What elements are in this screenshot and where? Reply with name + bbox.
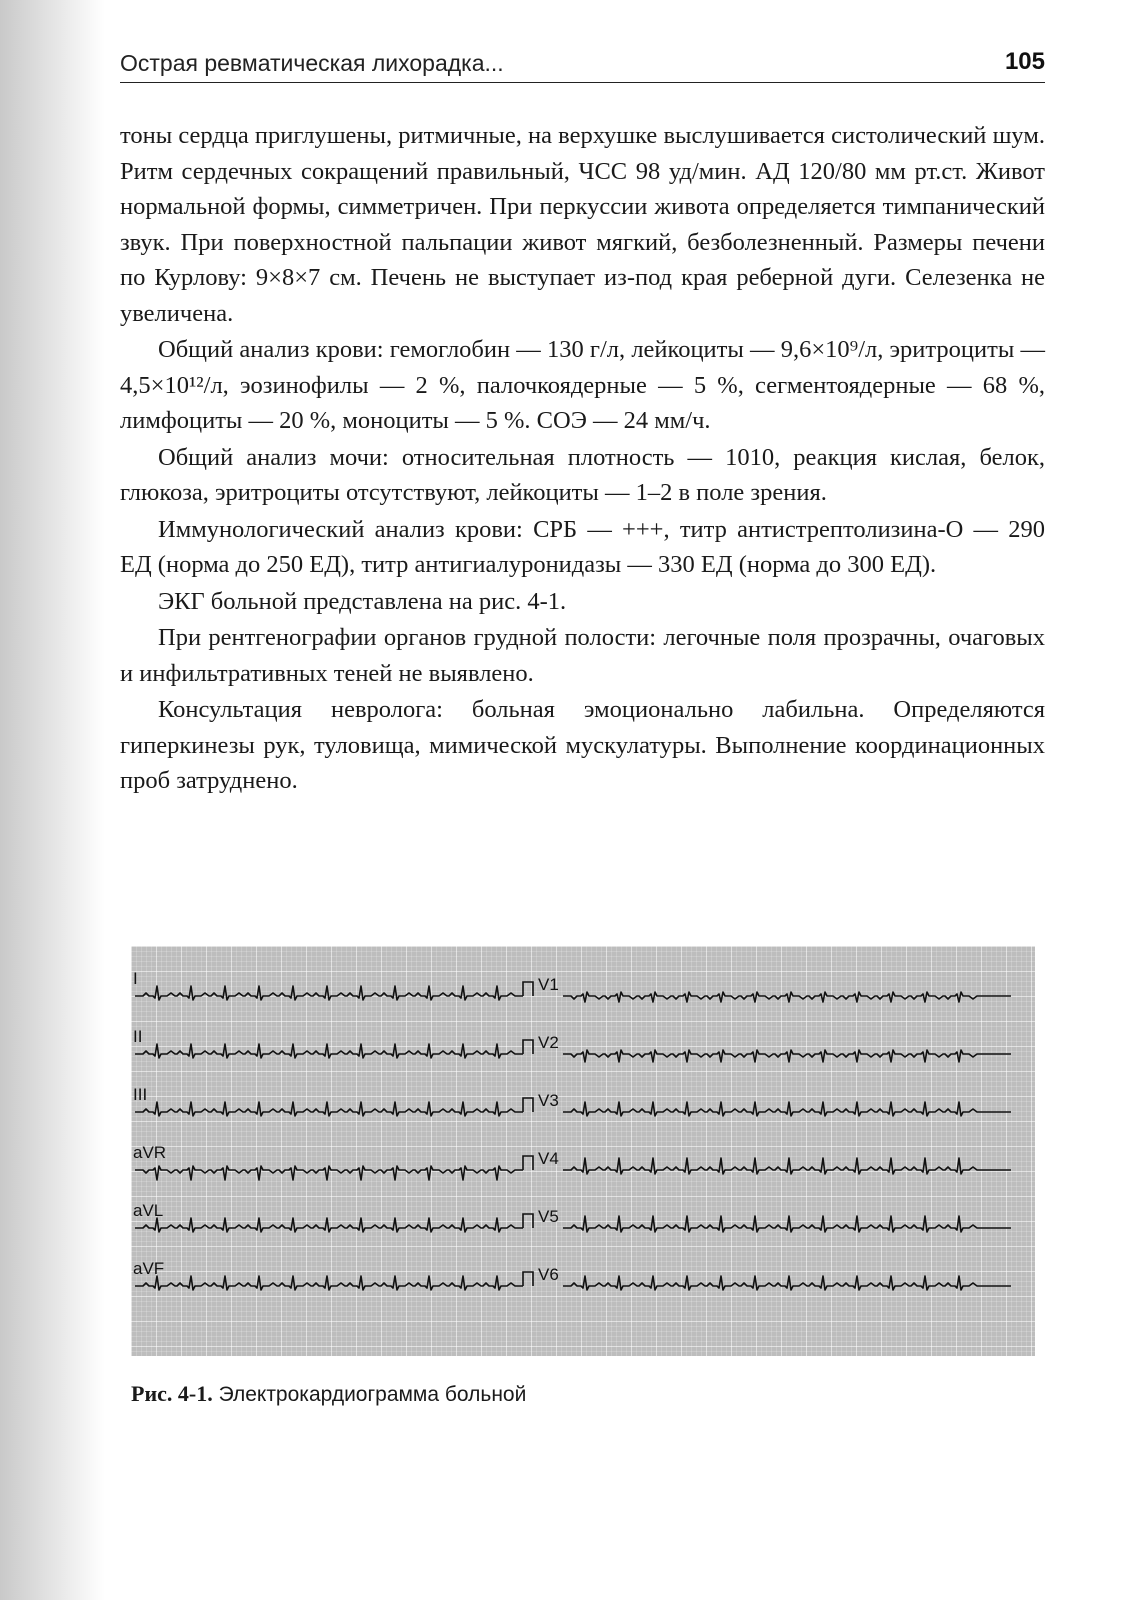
ecg-trace-v3 bbox=[563, 1102, 1011, 1116]
lead-label-v4: V4 bbox=[538, 1149, 559, 1168]
calibration-pulse-i bbox=[523, 982, 533, 996]
ecg-trace-v6 bbox=[563, 1276, 1011, 1290]
calibration-pulse-avf bbox=[523, 1272, 533, 1286]
lead-label-avr: aVR bbox=[133, 1143, 167, 1162]
lead-label-v1: V1 bbox=[538, 975, 559, 994]
running-header bbox=[120, 48, 1045, 83]
lead-label-i: I bbox=[133, 969, 138, 988]
figure-caption bbox=[131, 1381, 526, 1407]
caption-text: Электрокардиограмма больной bbox=[218, 1383, 527, 1406]
paragraph-physical-exam: тоны сердца приглушены, ритмичные, на верхушке выслушивается систолический шум. Ритм сердечных сокращений правильный, ЧСС 98 уд/мин. АД 120/80 мм рт.ст. Живот нормальной формы, симметричен. При перкуссии живота определяется тимпанический звук. При поверхностной пальпации живот мягкий, безболезненный. Размеры печени по Курлову: 9×8×7 см. Печень не выступает из-под края реберной дуги. Селезенка не увеличена. bbox=[120, 122, 1045, 327]
paragraph-xray: При рентгенографии органов грудной полости: легочные поля прозрачны, очаговых и инфильтративных теней не выявлено. bbox=[120, 624, 1045, 687]
running-title: Острая ревматическая лихорадка... bbox=[120, 50, 504, 76]
paragraph-urine-test: Общий анализ мочи: относительная плотность — 1010, реакция кислая, белок, глюкоза, эритроциты отсутствуют, лейкоциты — 1–2 в поле зрения. bbox=[120, 443, 1045, 506]
paragraph-immunology: Иммунологический анализ крови: СРБ — +++, титр антистрептолизина-О — 290 ЕД (норма до 250 ЕД), титр антигиалуронидазы — 330 ЕД (норма до 300 ЕД). bbox=[120, 515, 1045, 578]
calibration-pulse-avl bbox=[523, 1214, 533, 1228]
lead-label-v2: V2 bbox=[538, 1033, 559, 1052]
lead-label-ii: II bbox=[133, 1027, 143, 1046]
ecg-trace-avr bbox=[135, 1166, 523, 1180]
lead-label-avl: aVL bbox=[133, 1201, 164, 1220]
ecg-figure bbox=[131, 946, 1035, 1356]
ecg-trace-avl bbox=[135, 1218, 523, 1232]
body-text bbox=[120, 118, 1045, 799]
calibration-pulse-iii bbox=[523, 1098, 533, 1112]
ecg-trace-avf bbox=[135, 1276, 523, 1290]
paragraph-ecg-reference: ЭКГ больной представлена на рис. 4-1. bbox=[158, 587, 567, 615]
ecg-trace-v1 bbox=[563, 992, 1011, 1002]
ecg-trace-v5 bbox=[563, 1216, 1011, 1232]
calibration-pulse-avr bbox=[523, 1156, 533, 1170]
lead-label-iii: III bbox=[133, 1085, 148, 1104]
lead-label-avf: aVF bbox=[133, 1259, 165, 1278]
lead-label-v3: V3 bbox=[538, 1091, 559, 1110]
ecg-trace-ii bbox=[135, 1044, 523, 1058]
ecg-trace-v2 bbox=[563, 1050, 1011, 1062]
caption-label: Рис. 4-1. bbox=[131, 1381, 213, 1406]
page-spine-shadow bbox=[0, 0, 105, 1600]
lead-label-v6: V6 bbox=[538, 1265, 559, 1284]
calibration-pulse-ii bbox=[523, 1040, 533, 1054]
ecg-trace-iii bbox=[135, 1102, 523, 1116]
ecg-traces bbox=[131, 946, 1035, 1356]
lead-label-v5: V5 bbox=[538, 1207, 559, 1226]
paragraph-neurology: Консультация невролога: больная эмоционально лабильна. Определяются гиперкинезы рук, туловища, мимической мускулатуры. Выполнение координационных проб затруднено. bbox=[120, 696, 1045, 794]
page-number: 105 bbox=[1004, 48, 1045, 75]
paragraph-blood-test: Общий анализ крови: гемоглобин — 130 г/л, лейкоциты — 9,6×10⁹/л, эритроциты — 4,5×10¹²/л, эозинофилы — 2 %, палочкоядерные — 5 %, сегментоядерные — 68 %, лимфоциты — 20 %, моноциты — 5 %. СОЭ — 24 мм/ч. bbox=[120, 336, 1045, 434]
ecg-trace-i bbox=[135, 986, 523, 1000]
ecg-trace-v4 bbox=[563, 1158, 1011, 1174]
